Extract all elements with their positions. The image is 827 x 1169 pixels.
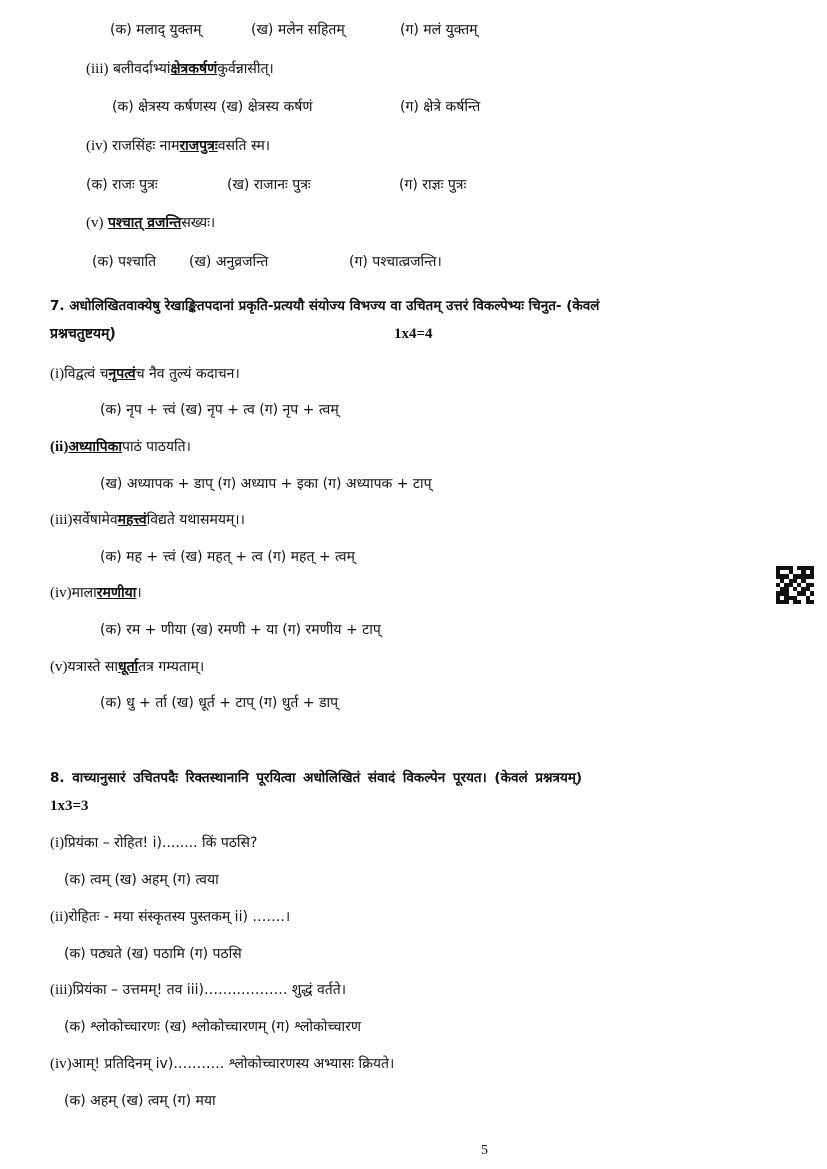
dialogue-text: रोहितः - मया संस्कृतस्य पुस्तकम् ii) …….। <box>68 909 291 925</box>
sentence-post: विद्यते यथासमयम्।। <box>146 512 245 528</box>
underlined-word: पश्चात् व्रजन्ति <box>107 215 182 231</box>
underlined-word: क्षेत्रकर्षणं <box>170 61 218 77</box>
underlined-word: अध्यापिका <box>68 439 122 455</box>
q7-item-ii-options: (ख) अध्यापक + डाप् (ग) अध्याप + इका (ग) अध्यापक + टाप् <box>100 476 432 492</box>
q8-item-iii-options: (क) श्लोकोच्चारणः (ख) श्लोकोच्चारणम् (ग) श्लोकोच्चारण <box>64 1019 362 1035</box>
q8-item-ii-options: (क) पठ्यते (ख) पठामि (ग) पठसि <box>64 946 242 962</box>
underlined-word: राजपुत्रः <box>179 138 218 154</box>
option-ka-kha: (क) क्षेत्रस्य कर्षणस्य (ख) क्षेत्रस्य कर्षणं <box>112 99 313 115</box>
q8-item-i <box>50 833 257 853</box>
dialogue-text: प्रियंका – उत्तमम्! तव iii)……..………. शुद्धं वर्तते। <box>72 982 346 998</box>
q6-iii-options <box>112 97 481 117</box>
underlined-word: नृपत्वं <box>108 366 136 382</box>
item-number: (v) <box>86 215 104 231</box>
q7-item-v-options: (क) धु + र्ता (ख) धूर्त + टाप् (ग) धुर्त + डाप् <box>100 695 339 711</box>
q6-iv-sentence <box>86 136 270 156</box>
sentence-pre: राजसिंहः नाम <box>112 138 180 154</box>
qr-code-icon <box>776 566 814 604</box>
q7-item-iv-options: (क) रम + णीया (ख) रमणी + या (ग) रमणीय + टाप् <box>100 622 381 638</box>
q7-item-ii <box>50 437 191 457</box>
q7-item-v <box>50 657 204 677</box>
underlined-word: रमणीया <box>96 585 137 601</box>
option-ga: (ग) राज्ञः पुत्रः <box>399 177 467 193</box>
q8-marks: 1x3=3 <box>50 798 89 814</box>
option-kha: (ख) अनुव्रजन्ति <box>189 254 269 270</box>
q7-item-iv <box>50 583 142 603</box>
option-ka: (क) राजः पुत्रः <box>86 177 158 193</box>
sentence-pre: यत्रास्ते सा <box>67 659 118 675</box>
option-kha: (ख) राजानः पुत्रः <box>227 177 311 193</box>
item-number: (ii) <box>50 909 69 925</box>
sentence-pre: सर्वेषामेव <box>72 512 118 528</box>
q7-item-i-options: (क) नृप + त्त्वं (ख) नृप + त्व (ग) नृप + त्वम् <box>100 402 339 418</box>
sentence-pre: विद्वत्वं च <box>64 366 109 382</box>
q8-item-i-options: (क) त्वम् (ख) अहम् (ग) त्वया <box>64 872 219 888</box>
item-number: (iv) <box>50 585 72 601</box>
dialogue-text: आम्! प्रतिदिनम् iv)……….. श्लोकोच्चारणस्य अभ्यासः क्रियते। <box>71 1056 395 1072</box>
q6-v-options <box>92 252 442 272</box>
q7-item-iii-options: (क) मह + त्त्वं (ख) महत् + त्व (ग) महत् + त्वम् <box>100 549 355 565</box>
option-ka: (क) पश्चाति <box>92 254 157 270</box>
sentence-post: वसति स्म। <box>217 138 271 154</box>
option-ga: (ग) पश्चात्व्रजन्ति। <box>349 254 442 270</box>
page-number: 5 <box>481 1143 488 1158</box>
dialogue-text: प्रियंका – रोहित! i)........ किं पठसि? <box>64 835 258 851</box>
q8-item-ii <box>50 907 290 927</box>
q6-iii-sentence <box>86 59 274 79</box>
sentence-post: पाठं पाठयति। <box>122 439 191 455</box>
underlined-word: धूर्ता <box>117 659 139 675</box>
q7-item-i <box>50 364 240 384</box>
q8-item-iii <box>50 980 346 1000</box>
sentence-post: । <box>136 585 142 601</box>
q7-marks: 1x4=4 <box>394 326 433 342</box>
option-kha: (ख) मलेन सहितम् <box>251 22 345 38</box>
option-ka: (क) मलाद् युक्तम् <box>110 22 202 38</box>
underlined-word: महत्त्वं <box>117 512 147 528</box>
q6-iv-options <box>86 175 467 195</box>
sentence-post: च नैव तुल्यं कदाचन। <box>135 366 240 382</box>
q7-heading: 7. अधोलिखितवाक्येषु रेखाङ्कितपदानां प्रकृति-प्रत्ययौ संयोज्य विभज्य वा उचितम् उत्तरं विकल्पेभ्यः चिनुत- (केवलं <box>50 298 600 314</box>
item-number: (iii) <box>50 982 73 998</box>
sentence-post: कुर्वन्नासीत्। <box>217 61 274 77</box>
sentence-post: सख्यः। <box>181 215 216 231</box>
q6-ii-options <box>110 20 478 40</box>
q8-heading: 8. वाच्यानुसारं उचितपदैः रिक्तस्थानानि पूरयित्वा अधोलिखितं संवादं विकल्पेन पूरयत। (केवलं प्रश्नत्रयम्) <box>50 770 583 786</box>
sentence-post: तत्र गम्यताम्। <box>138 659 205 675</box>
item-number: (iv) <box>50 1056 72 1072</box>
q8-item-iv-options: (क) अहम् (ख) त्वम् (ग) मया <box>64 1093 216 1109</box>
option-ga: (ग) मलं युक्तम् <box>400 22 478 38</box>
q8-item-iv <box>50 1054 394 1074</box>
q6-v-sentence <box>86 213 215 233</box>
item-number: (v) <box>50 659 68 675</box>
q7-item-iii <box>50 510 245 530</box>
item-number: (ii) <box>50 439 69 455</box>
item-number: (iii) <box>50 512 73 528</box>
option-ga: (ग) क्षेत्रे कर्षन्ति <box>400 99 481 115</box>
q7-heading-cont: प्रश्नचतुष्टयम्) <box>50 326 116 342</box>
sentence-pre: माला <box>71 585 97 601</box>
sentence-pre: बलीवर्दाभ्यां <box>112 61 171 77</box>
item-number: (i) <box>50 835 65 851</box>
item-number: (iv) <box>86 138 108 154</box>
item-number: (iii) <box>86 61 109 77</box>
item-number: (i) <box>50 366 65 382</box>
